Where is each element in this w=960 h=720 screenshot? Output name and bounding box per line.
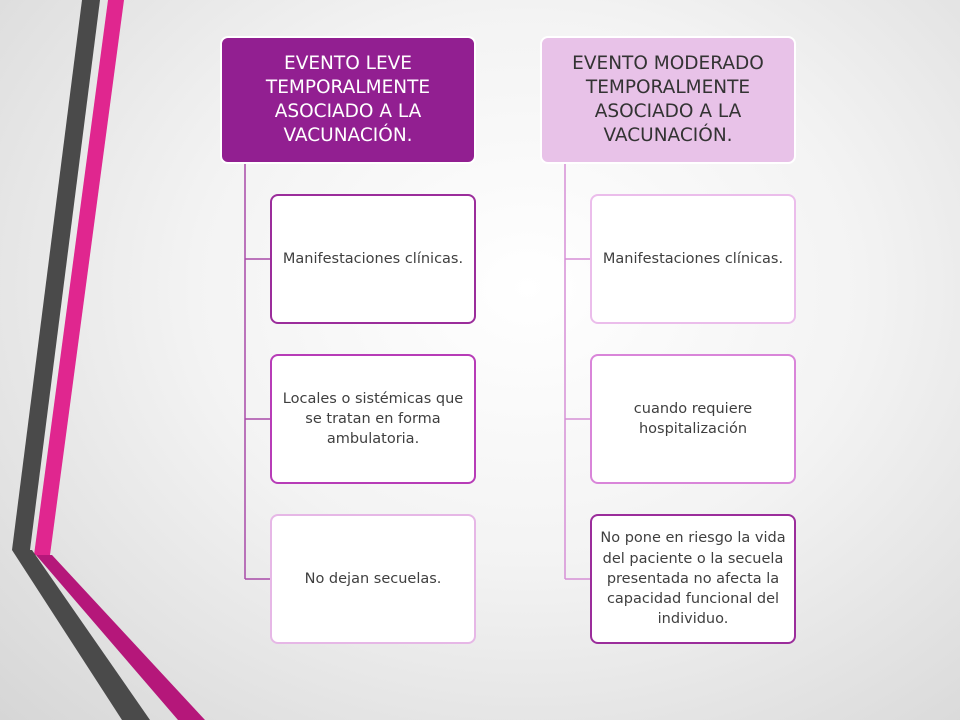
right-item-1-text: Manifestaciones clínicas. [602,250,784,267]
left-header-box [220,36,476,164]
right-item-1 [590,194,796,324]
right-item-3-text: No pone en riesgo la vida del paciente o la secuela presentada no afecta la capacidad funcional del individuo. [600,530,786,628]
right-header-text: EVENTO MODERADO TEMPORALMENTE ASOCIADO A LA VACUNACIÓN. [572,52,764,147]
left-item-1 [270,194,476,324]
right-item-2-text: cuando requiere hospitalización [633,400,753,437]
left-item-1-text: Manifestaciones clínicas. [282,250,464,267]
left-item-2 [270,354,476,484]
left-item-2-text: Locales o sistémicas que se tratan en forma ambulatoria. [282,390,464,448]
right-item-2 [590,354,796,484]
left-item-3 [270,514,476,644]
right-header-box [540,36,796,164]
left-header-text: EVENTO LEVE TEMPORALMENTE ASOCIADO A LA VACUNACIÓN. [265,52,431,147]
left-item-3-text: No dejan secuelas. [304,570,442,587]
right-item-3 [590,514,796,644]
dark-lower-stripe [12,550,150,720]
